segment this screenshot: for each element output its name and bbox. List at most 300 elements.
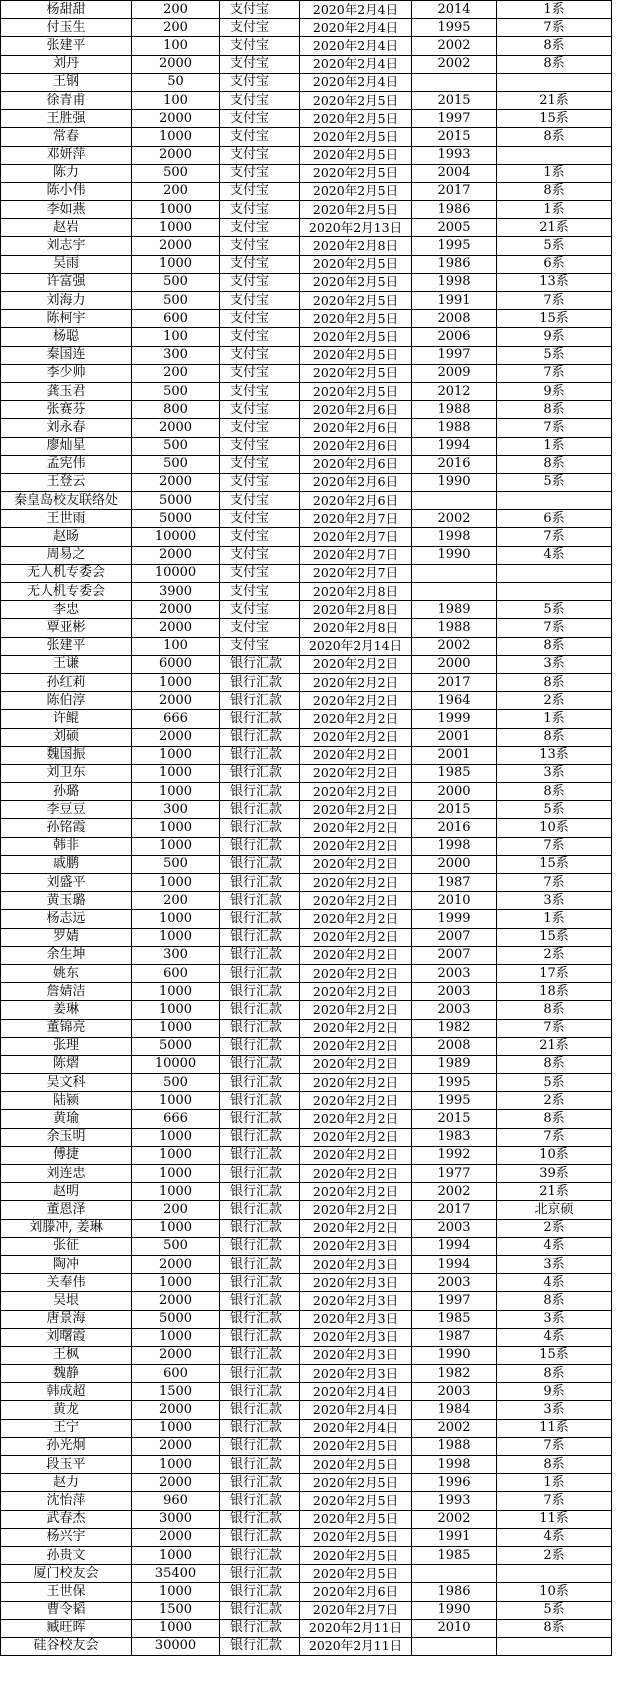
amount-cell: 1000 bbox=[132, 819, 220, 837]
payment-method-cell: 银行汇款 bbox=[220, 1019, 300, 1037]
class-year-cell: 1990 bbox=[412, 1346, 497, 1364]
department-cell bbox=[497, 564, 612, 582]
payment-method-cell: 支付宝 bbox=[220, 110, 300, 128]
amount-cell: 30000 bbox=[132, 1637, 220, 1655]
amount-cell: 300 bbox=[132, 801, 220, 819]
class-year-cell: 1985 bbox=[412, 764, 497, 782]
donor-name-cell: 黄瑜 bbox=[1, 1110, 132, 1128]
table-row bbox=[1, 710, 612, 728]
payment-method-cell: 银行汇款 bbox=[220, 1183, 300, 1201]
donor-name-cell: 余生坤 bbox=[1, 946, 132, 964]
table-row bbox=[1, 746, 612, 764]
department-cell: 9系 bbox=[497, 382, 612, 400]
payment-method-cell: 支付宝 bbox=[220, 37, 300, 55]
donor-name-cell: 刘永春 bbox=[1, 419, 132, 437]
payment-method-cell: 支付宝 bbox=[220, 73, 300, 91]
table-row bbox=[1, 1146, 612, 1164]
department-cell bbox=[497, 73, 612, 91]
department-cell: 1系 bbox=[497, 164, 612, 182]
donor-name-cell: 王钢 bbox=[1, 73, 132, 91]
table-row bbox=[1, 455, 612, 473]
date-cell: 2020年2月2日 bbox=[300, 783, 412, 801]
amount-cell: 1000 bbox=[132, 255, 220, 273]
donor-name-cell: 杨甜甜 bbox=[1, 1, 132, 19]
table-row bbox=[1, 1310, 612, 1328]
table-row bbox=[1, 1001, 612, 1019]
amount-cell: 1000 bbox=[132, 837, 220, 855]
date-cell: 2020年2月2日 bbox=[300, 910, 412, 928]
date-cell: 2020年2月4日 bbox=[300, 73, 412, 91]
class-year-cell: 1997 bbox=[412, 346, 497, 364]
amount-cell: 1000 bbox=[132, 1092, 220, 1110]
class-year-cell: 2008 bbox=[412, 1037, 497, 1055]
payment-method-cell: 支付宝 bbox=[220, 273, 300, 291]
donor-name-cell: 王世雨 bbox=[1, 510, 132, 528]
class-year-cell: 1997 bbox=[412, 110, 497, 128]
donor-name-cell: 陈小伟 bbox=[1, 182, 132, 200]
date-cell: 2020年2月3日 bbox=[300, 1328, 412, 1346]
department-cell: 13系 bbox=[497, 746, 612, 764]
class-year-cell: 1986 bbox=[412, 201, 497, 219]
payment-method-cell: 银行汇款 bbox=[220, 1110, 300, 1128]
payment-method-cell: 支付宝 bbox=[220, 455, 300, 473]
donor-name-cell: 赵岩 bbox=[1, 219, 132, 237]
class-year-cell: 2017 bbox=[412, 673, 497, 691]
donor-name-cell: 刘曙霞 bbox=[1, 1328, 132, 1346]
table-row bbox=[1, 419, 612, 437]
amount-cell: 2000 bbox=[132, 1292, 220, 1310]
class-year-cell: 1999 bbox=[412, 910, 497, 928]
date-cell: 2020年2月2日 bbox=[300, 1092, 412, 1110]
department-cell: 7系 bbox=[497, 619, 612, 637]
date-cell: 2020年2月4日 bbox=[300, 1383, 412, 1401]
payment-method-cell: 银行汇款 bbox=[220, 1401, 300, 1419]
department-cell: 8系 bbox=[497, 1001, 612, 1019]
donor-name-cell: 陆颍 bbox=[1, 1092, 132, 1110]
department-cell: 5系 bbox=[497, 237, 612, 255]
class-year-cell: 2003 bbox=[412, 983, 497, 1001]
donor-name-cell: 曹令韬 bbox=[1, 1601, 132, 1619]
class-year-cell: 2002 bbox=[412, 55, 497, 73]
payment-method-cell: 银行汇款 bbox=[220, 1619, 300, 1637]
class-year-cell: 2002 bbox=[412, 510, 497, 528]
table-row bbox=[1, 310, 612, 328]
department-cell: 1系 bbox=[497, 201, 612, 219]
department-cell: 5系 bbox=[497, 1074, 612, 1092]
donor-name-cell: 徐青甫 bbox=[1, 91, 132, 109]
class-year-cell: 2002 bbox=[412, 37, 497, 55]
date-cell: 2020年2月6日 bbox=[300, 492, 412, 510]
payment-method-cell: 支付宝 bbox=[220, 601, 300, 619]
amount-cell: 1000 bbox=[132, 1583, 220, 1601]
donor-name-cell: 王宁 bbox=[1, 1419, 132, 1437]
amount-cell: 35400 bbox=[132, 1565, 220, 1583]
payment-method-cell: 银行汇款 bbox=[220, 1365, 300, 1383]
department-cell: 7系 bbox=[497, 1128, 612, 1146]
table-row bbox=[1, 1074, 612, 1092]
donor-name-cell: 罗婧 bbox=[1, 928, 132, 946]
donor-name-cell: 戚鹏 bbox=[1, 855, 132, 873]
payment-method-cell: 银行汇款 bbox=[220, 837, 300, 855]
table-row bbox=[1, 401, 612, 419]
department-cell: 1系 bbox=[497, 910, 612, 928]
class-year-cell: 1988 bbox=[412, 401, 497, 419]
department-cell: 1系 bbox=[497, 1474, 612, 1492]
payment-method-cell: 银行汇款 bbox=[220, 692, 300, 710]
amount-cell: 500 bbox=[132, 1237, 220, 1255]
department-cell: 5系 bbox=[497, 473, 612, 491]
payment-method-cell: 银行汇款 bbox=[220, 1255, 300, 1273]
amount-cell: 600 bbox=[132, 310, 220, 328]
class-year-cell: 2009 bbox=[412, 364, 497, 382]
class-year-cell: 2003 bbox=[412, 964, 497, 982]
date-cell: 2020年2月5日 bbox=[300, 382, 412, 400]
payment-method-cell: 支付宝 bbox=[220, 1, 300, 19]
class-year-cell: 2007 bbox=[412, 928, 497, 946]
donor-name-cell: 余玉明 bbox=[1, 1128, 132, 1146]
amount-cell: 666 bbox=[132, 710, 220, 728]
date-cell: 2020年2月2日 bbox=[300, 746, 412, 764]
date-cell: 2020年2月4日 bbox=[300, 37, 412, 55]
date-cell: 2020年2月5日 bbox=[300, 164, 412, 182]
amount-cell: 6000 bbox=[132, 655, 220, 673]
table-row bbox=[1, 819, 612, 837]
donor-name-cell: 李少帅 bbox=[1, 364, 132, 382]
table-row bbox=[1, 601, 612, 619]
table-row bbox=[1, 510, 612, 528]
amount-cell: 2000 bbox=[132, 546, 220, 564]
class-year-cell: 1985 bbox=[412, 1310, 497, 1328]
class-year-cell: 2004 bbox=[412, 164, 497, 182]
department-cell: 10系 bbox=[497, 1146, 612, 1164]
payment-method-cell: 支付宝 bbox=[220, 619, 300, 637]
department-cell: 10系 bbox=[497, 1583, 612, 1601]
donor-name-cell: 王登云 bbox=[1, 473, 132, 491]
class-year-cell: 1988 bbox=[412, 619, 497, 637]
class-year-cell: 2002 bbox=[412, 1510, 497, 1528]
date-cell: 2020年2月5日 bbox=[300, 346, 412, 364]
payment-method-cell: 银行汇款 bbox=[220, 910, 300, 928]
amount-cell: 500 bbox=[132, 164, 220, 182]
table-row bbox=[1, 19, 612, 37]
amount-cell: 500 bbox=[132, 855, 220, 873]
date-cell: 2020年2月8日 bbox=[300, 619, 412, 637]
table-row bbox=[1, 255, 612, 273]
amount-cell: 2000 bbox=[132, 619, 220, 637]
table-row bbox=[1, 801, 612, 819]
date-cell: 2020年2月7日 bbox=[300, 510, 412, 528]
department-cell: 3系 bbox=[497, 655, 612, 673]
class-year-cell: 2001 bbox=[412, 728, 497, 746]
payment-method-cell: 支付宝 bbox=[220, 492, 300, 510]
payment-method-cell: 银行汇款 bbox=[220, 746, 300, 764]
amount-cell: 1000 bbox=[132, 1128, 220, 1146]
amount-cell: 5000 bbox=[132, 1310, 220, 1328]
donor-name-cell: 唐景海 bbox=[1, 1310, 132, 1328]
amount-cell: 300 bbox=[132, 946, 220, 964]
payment-method-cell: 支付宝 bbox=[220, 364, 300, 382]
date-cell: 2020年2月5日 bbox=[300, 310, 412, 328]
amount-cell: 1000 bbox=[132, 764, 220, 782]
table-row bbox=[1, 637, 612, 655]
table-row bbox=[1, 37, 612, 55]
class-year-cell: 1994 bbox=[412, 437, 497, 455]
donor-name-cell: 陶冲 bbox=[1, 1255, 132, 1273]
department-cell: 5系 bbox=[497, 346, 612, 364]
amount-cell: 666 bbox=[132, 1110, 220, 1128]
table-row bbox=[1, 492, 612, 510]
amount-cell: 500 bbox=[132, 273, 220, 291]
date-cell: 2020年2月6日 bbox=[300, 1583, 412, 1601]
date-cell: 2020年2月13日 bbox=[300, 219, 412, 237]
donor-name-cell: 孙璐 bbox=[1, 783, 132, 801]
class-year-cell: 1998 bbox=[412, 273, 497, 291]
date-cell: 2020年2月2日 bbox=[300, 1110, 412, 1128]
date-cell: 2020年2月3日 bbox=[300, 1310, 412, 1328]
department-cell: 3系 bbox=[497, 1310, 612, 1328]
date-cell: 2020年2月3日 bbox=[300, 1365, 412, 1383]
payment-method-cell: 支付宝 bbox=[220, 637, 300, 655]
table-row bbox=[1, 928, 612, 946]
class-year-cell: 2015 bbox=[412, 91, 497, 109]
table-row bbox=[1, 1037, 612, 1055]
class-year-cell: 1983 bbox=[412, 1128, 497, 1146]
department-cell: 8系 bbox=[497, 637, 612, 655]
table-row bbox=[1, 910, 612, 928]
payment-method-cell: 银行汇款 bbox=[220, 1219, 300, 1237]
payment-method-cell: 支付宝 bbox=[220, 346, 300, 364]
date-cell: 2020年2月2日 bbox=[300, 1165, 412, 1183]
payment-method-cell: 银行汇款 bbox=[220, 673, 300, 691]
date-cell: 2020年2月5日 bbox=[300, 273, 412, 291]
payment-method-cell: 银行汇款 bbox=[220, 892, 300, 910]
date-cell: 2020年2月6日 bbox=[300, 473, 412, 491]
class-year-cell bbox=[412, 1637, 497, 1655]
table-row bbox=[1, 1237, 612, 1255]
department-cell: 1系 bbox=[497, 1, 612, 19]
table-row bbox=[1, 1565, 612, 1583]
department-cell: 4系 bbox=[497, 1528, 612, 1546]
donor-name-cell: 关奉伟 bbox=[1, 1274, 132, 1292]
payment-method-cell: 支付宝 bbox=[220, 292, 300, 310]
date-cell: 2020年2月11日 bbox=[300, 1637, 412, 1655]
department-cell: 5系 bbox=[497, 601, 612, 619]
donor-name-cell: 陈伯淳 bbox=[1, 692, 132, 710]
department-cell: 18系 bbox=[497, 983, 612, 1001]
date-cell: 2020年2月2日 bbox=[300, 837, 412, 855]
amount-cell: 1000 bbox=[132, 783, 220, 801]
class-year-cell: 2000 bbox=[412, 783, 497, 801]
donor-name-cell: 董恩泽 bbox=[1, 1201, 132, 1219]
class-year-cell: 2002 bbox=[412, 1419, 497, 1437]
donor-name-cell: 刘海力 bbox=[1, 292, 132, 310]
amount-cell: 200 bbox=[132, 892, 220, 910]
class-year-cell: 1998 bbox=[412, 1456, 497, 1474]
department-cell: 8系 bbox=[497, 37, 612, 55]
payment-method-cell: 银行汇款 bbox=[220, 1346, 300, 1364]
department-cell: 2系 bbox=[497, 1219, 612, 1237]
payment-method-cell: 银行汇款 bbox=[220, 783, 300, 801]
amount-cell: 800 bbox=[132, 401, 220, 419]
department-cell: 7系 bbox=[497, 364, 612, 382]
amount-cell: 2000 bbox=[132, 237, 220, 255]
donor-name-cell: 邓妍萍 bbox=[1, 146, 132, 164]
table-row bbox=[1, 182, 612, 200]
amount-cell: 2000 bbox=[132, 1401, 220, 1419]
table-row bbox=[1, 1528, 612, 1546]
donor-name-cell: 董锦亮 bbox=[1, 1019, 132, 1037]
date-cell: 2020年2月2日 bbox=[300, 1037, 412, 1055]
donor-name-cell: 韩成超 bbox=[1, 1383, 132, 1401]
class-year-cell: 2000 bbox=[412, 855, 497, 873]
table-row bbox=[1, 1183, 612, 1201]
table-row bbox=[1, 1401, 612, 1419]
payment-method-cell: 银行汇款 bbox=[220, 1383, 300, 1401]
date-cell: 2020年2月11日 bbox=[300, 1619, 412, 1637]
payment-method-cell: 银行汇款 bbox=[220, 1037, 300, 1055]
donor-name-cell: 吴文科 bbox=[1, 1074, 132, 1092]
table-row bbox=[1, 237, 612, 255]
department-cell: 6系 bbox=[497, 510, 612, 528]
table-row bbox=[1, 1510, 612, 1528]
date-cell: 2020年2月5日 bbox=[300, 91, 412, 109]
department-cell: 8系 bbox=[497, 1619, 612, 1637]
table-row bbox=[1, 1055, 612, 1073]
donor-name-cell: 孟宪伟 bbox=[1, 455, 132, 473]
date-cell: 2020年2月5日 bbox=[300, 146, 412, 164]
table-row bbox=[1, 655, 612, 673]
amount-cell: 1000 bbox=[132, 1274, 220, 1292]
department-cell: 11系 bbox=[497, 1419, 612, 1437]
class-year-cell: 2000 bbox=[412, 655, 497, 673]
table-row bbox=[1, 892, 612, 910]
donor-name-cell: 赵旸 bbox=[1, 528, 132, 546]
date-cell: 2020年2月3日 bbox=[300, 1237, 412, 1255]
amount-cell: 2000 bbox=[132, 110, 220, 128]
table-row bbox=[1, 673, 612, 691]
payment-method-cell: 银行汇款 bbox=[220, 801, 300, 819]
donor-name-cell: 张赛芬 bbox=[1, 401, 132, 419]
class-year-cell: 1995 bbox=[412, 237, 497, 255]
table-row bbox=[1, 583, 612, 601]
table-row bbox=[1, 164, 612, 182]
department-cell: 8系 bbox=[497, 728, 612, 746]
class-year-cell: 2010 bbox=[412, 892, 497, 910]
class-year-cell: 2010 bbox=[412, 1619, 497, 1637]
payment-method-cell: 支付宝 bbox=[220, 255, 300, 273]
table-row bbox=[1, 55, 612, 73]
donor-name-cell: 孙红莉 bbox=[1, 673, 132, 691]
amount-cell: 2000 bbox=[132, 1437, 220, 1455]
table-row bbox=[1, 73, 612, 91]
class-year-cell: 1977 bbox=[412, 1165, 497, 1183]
payment-method-cell: 银行汇款 bbox=[220, 1128, 300, 1146]
payment-method-cell: 银行汇款 bbox=[220, 1237, 300, 1255]
amount-cell: 1000 bbox=[132, 1546, 220, 1564]
payment-method-cell: 支付宝 bbox=[220, 19, 300, 37]
date-cell: 2020年2月5日 bbox=[300, 1492, 412, 1510]
amount-cell: 500 bbox=[132, 382, 220, 400]
table-row bbox=[1, 1292, 612, 1310]
donor-name-cell: 王胜强 bbox=[1, 110, 132, 128]
donor-name-cell: 常春 bbox=[1, 128, 132, 146]
date-cell: 2020年2月2日 bbox=[300, 692, 412, 710]
department-cell: 5系 bbox=[497, 1601, 612, 1619]
donor-name-cell: 吴雨 bbox=[1, 255, 132, 273]
class-year-cell: 2012 bbox=[412, 382, 497, 400]
date-cell: 2020年2月2日 bbox=[300, 710, 412, 728]
donor-name-cell: 硅谷校友会 bbox=[1, 1637, 132, 1655]
department-cell: 21系 bbox=[497, 91, 612, 109]
date-cell: 2020年2月5日 bbox=[300, 292, 412, 310]
payment-method-cell: 支付宝 bbox=[220, 237, 300, 255]
amount-cell: 1000 bbox=[132, 983, 220, 1001]
class-year-cell: 1964 bbox=[412, 692, 497, 710]
payment-method-cell: 银行汇款 bbox=[220, 728, 300, 746]
amount-cell: 500 bbox=[132, 437, 220, 455]
class-year-cell: 1990 bbox=[412, 473, 497, 491]
amount-cell: 100 bbox=[132, 91, 220, 109]
department-cell: 10系 bbox=[497, 819, 612, 837]
amount-cell: 1500 bbox=[132, 1383, 220, 1401]
table-row bbox=[1, 783, 612, 801]
date-cell: 2020年2月5日 bbox=[300, 328, 412, 346]
payment-method-cell: 支付宝 bbox=[220, 382, 300, 400]
payment-method-cell: 银行汇款 bbox=[220, 928, 300, 946]
table-row bbox=[1, 564, 612, 582]
payment-method-cell: 银行汇款 bbox=[220, 1274, 300, 1292]
table-row bbox=[1, 964, 612, 982]
date-cell: 2020年2月7日 bbox=[300, 546, 412, 564]
department-cell bbox=[497, 583, 612, 601]
table-row bbox=[1, 528, 612, 546]
table-row bbox=[1, 1583, 612, 1601]
donor-name-cell: 张建平 bbox=[1, 37, 132, 55]
amount-cell: 1000 bbox=[132, 1019, 220, 1037]
class-year-cell: 1986 bbox=[412, 1583, 497, 1601]
department-cell: 13系 bbox=[497, 273, 612, 291]
donor-name-cell: 付玉生 bbox=[1, 19, 132, 37]
table-row bbox=[1, 328, 612, 346]
payment-method-cell: 银行汇款 bbox=[220, 946, 300, 964]
table-row bbox=[1, 837, 612, 855]
department-cell: 15系 bbox=[497, 1346, 612, 1364]
date-cell: 2020年2月5日 bbox=[300, 1528, 412, 1546]
department-cell: 8系 bbox=[497, 1292, 612, 1310]
department-cell: 9系 bbox=[497, 1383, 612, 1401]
payment-method-cell: 银行汇款 bbox=[220, 819, 300, 837]
payment-method-cell: 银行汇款 bbox=[220, 1201, 300, 1219]
date-cell: 2020年2月6日 bbox=[300, 437, 412, 455]
amount-cell: 100 bbox=[132, 637, 220, 655]
table-row bbox=[1, 1419, 612, 1437]
class-year-cell: 2014 bbox=[412, 1, 497, 19]
department-cell bbox=[497, 492, 612, 510]
donor-name-cell: 杨聪 bbox=[1, 328, 132, 346]
department-cell: 11系 bbox=[497, 1510, 612, 1528]
table-row bbox=[1, 110, 612, 128]
date-cell: 2020年2月2日 bbox=[300, 655, 412, 673]
amount-cell: 1000 bbox=[132, 219, 220, 237]
class-year-cell: 2017 bbox=[412, 182, 497, 200]
donor-name-cell: 无人机专委会 bbox=[1, 564, 132, 582]
payment-method-cell: 银行汇款 bbox=[220, 1528, 300, 1546]
class-year-cell: 1991 bbox=[412, 1528, 497, 1546]
date-cell: 2020年2月5日 bbox=[300, 182, 412, 200]
department-cell: 7系 bbox=[497, 874, 612, 892]
donor-name-cell: 秦国连 bbox=[1, 346, 132, 364]
payment-method-cell: 银行汇款 bbox=[220, 1146, 300, 1164]
